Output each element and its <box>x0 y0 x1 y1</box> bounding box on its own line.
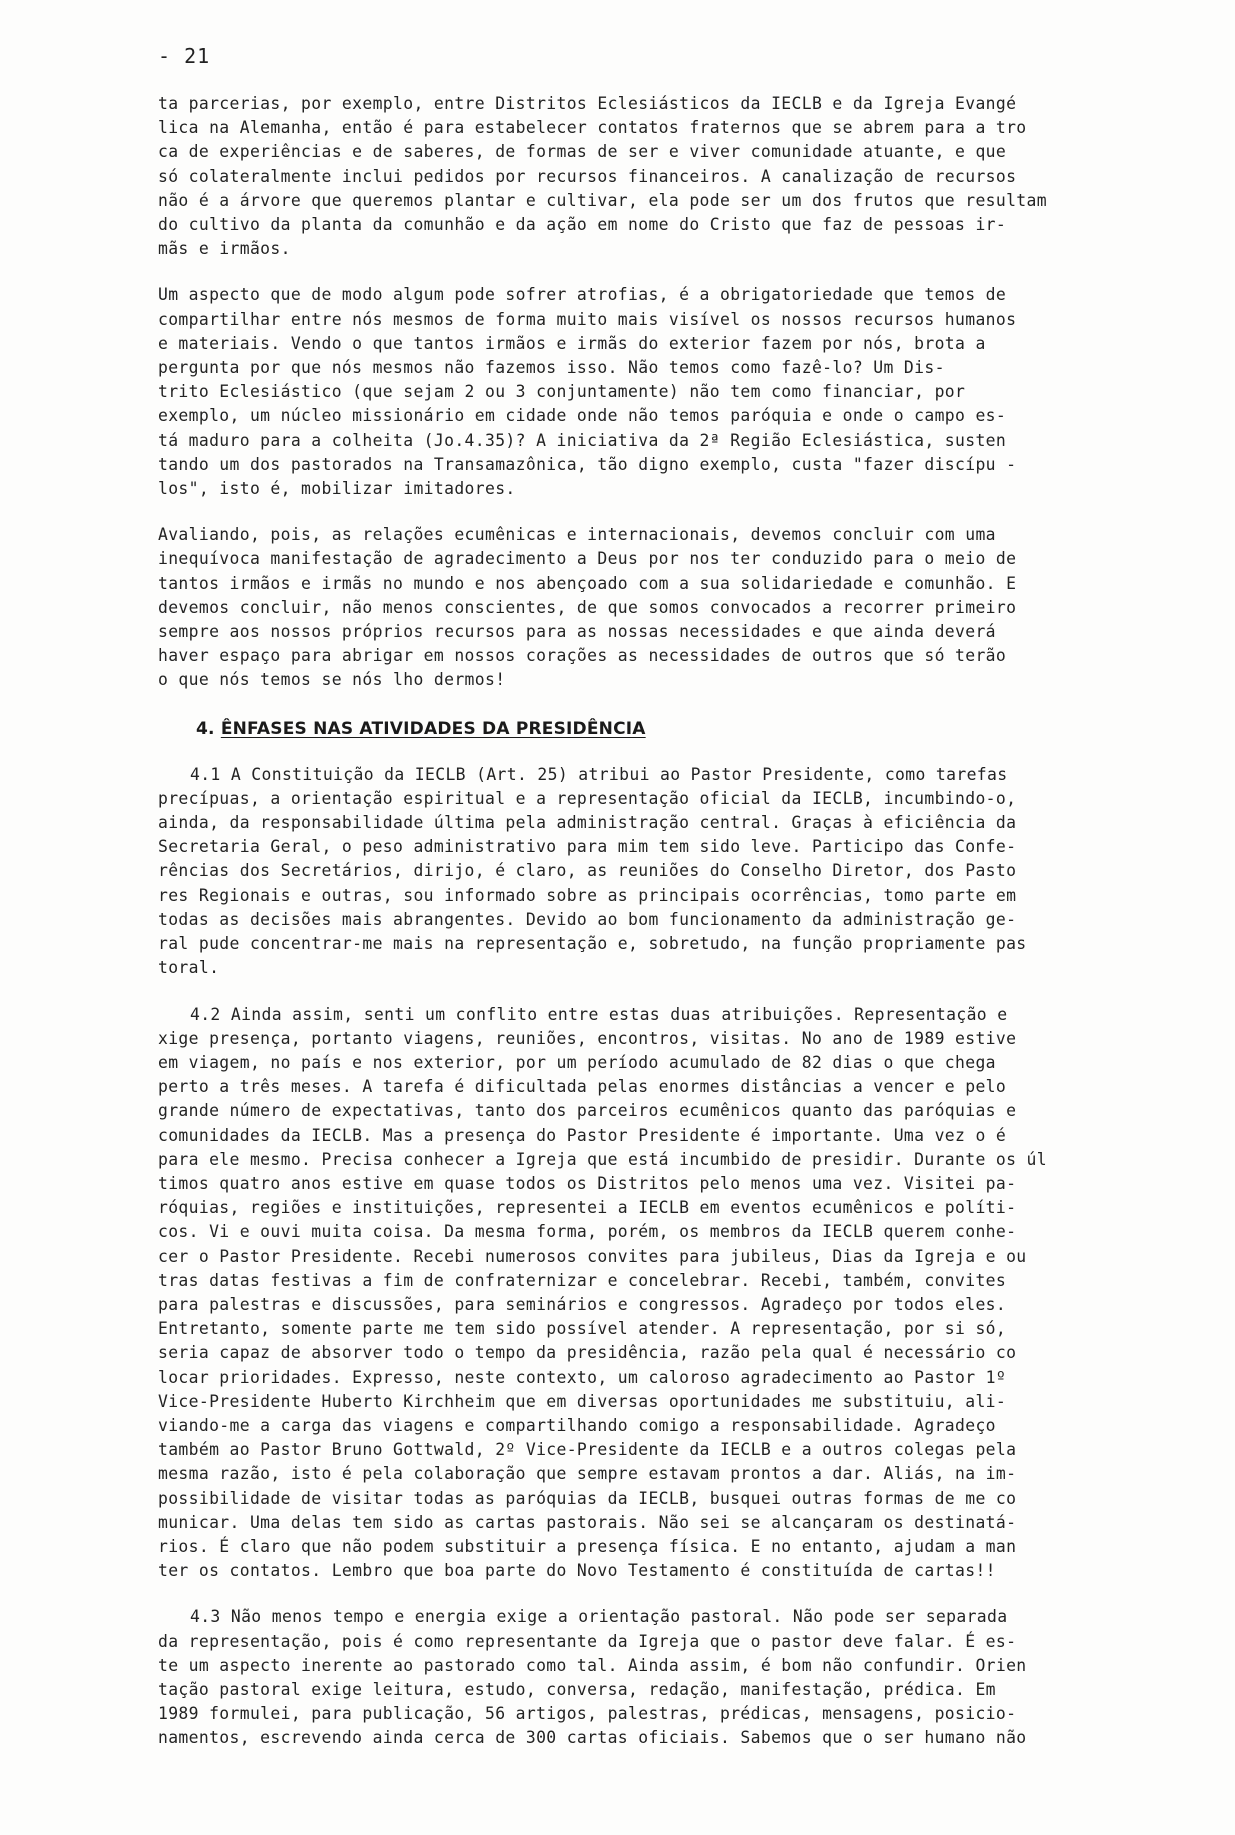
document-body <box>158 92 1176 1751</box>
section-title: ÊNFASES NAS ATIVIDADES DA PRESIDÊNCIA <box>220 718 646 739</box>
paragraph-shared-resources: Um aspecto que de modo algum pode sofrer atrofias, é a obrigatoriedade que temos de compartilhar entre nós mesmos de forma muito mais visível os nossos recursos humanos e materiais. Vendo o que tantos irmãos e irmãs do exterior fazem por nós, brota a pergunta por que nós mesmos não fazemos isso. Não temos como fazê-lo? Um Dis- trito Eclesiástico (que sejam 2 ou 3 conjuntamente) não tem como financiar, por exemplo, um núcleo missionário em cidade onde não temos paróquia e onde o campo es- tá maduro para a colheita (Jo.4.35)? A iniciativa da 2ª Região Eclesiástica, susten tando um dos pastorados na Transamazônica, tão digno exemplo, custa "fazer discípu - los", isto é, mobilizar imitadores. <box>158 285 1017 499</box>
section-number: 4. <box>196 718 215 739</box>
section-heading <box>196 717 1176 741</box>
paragraph-ecumenical-conclusion: Avaliando, pois, as relações ecumênicas e internacionais, devemos concluir com uma inequívoca manifestação de agradecimento a Deus por nos ter conduzido para o meio de tantos irmãos e irmãs no mundo e nos abençoado com a sua solidariedade e comunhão. E devemos concluir, não menos conscientes, de que somos convocados a recorrer primeiro sempre aos nossos próprios recursos para as nossas necessidades e que ainda deverá haver espaço para abrigar em nossos corações as necessidades de outros que só terão o que nós temos se nós lho dermos! <box>158 525 1017 690</box>
paragraph-partnerships: ta parcerias, por exemplo, entre Distritos Eclesiásticos da IECLB e da Igreja Evangé lica na Alemanha, então é para estabelecer contatos fraternos que se abrem para a tro ca de experiências e de saberes, de formas de ser e viver comunidade atuante, e que só colateralmente inclui pedidos por recursos financeiros. A canalização de recursos não é a árvore que queremos plantar e cultivar, ela pode ser um dos frutos que resultam do cultivo da planta da comunhão e da ação em nome do Cristo que faz de pessoas ir- mãs e irmãos. <box>158 94 1047 259</box>
paragraph-4-1: 4.1 A Constituição da IECLB (Art. 25) atribui ao Pastor Presidente, como tarefas precípuas, a orientação espiritual e a representação oficial da IECLB, incumbindo-o, ainda, da responsabilidade última pela administração central. Graças à eficiência da Secretaria Geral, o peso administrativo para mim tem sido leve. Participo das Confe- rências dos Secretários, dirijo, é claro, as reuniões do Conselho Diretor, dos Pasto res Regionais e outras, sou informado sobre as principais ocorrências, tomo parte em todas as decisões mais abrangentes. Devido ao bom funcionamento da administração ge- ral pude concentrar-me mais na representação e, sobretudo, na função propriamente pas toral. <box>158 764 1027 978</box>
paragraph-4-3: 4.3 Não menos tempo e energia exige a orientação pastoral. Não pode ser separada da representação, pois é como representante da Igreja que o pastor deve falar. É es- te um aspecto inerente ao pastorado como tal. Ainda assim, é bom não confundir. Orien tação pastoral exige leitura, estudo, conversa, redação, manifestação, prédica. Em 1989 formulei, para publicação, 56 artigos, palestras, prédicas, mensagens, posicio- namentos, escrevendo ainda cerca de 300 cartas oficiais. Sabemos que o ser humano não <box>158 1607 1027 1748</box>
page-number: - 21 <box>158 44 211 68</box>
paragraph-4-2: 4.2 Ainda assim, senti um conflito entre estas duas atribuições. Representação e xige presença, portanto viagens, reuniões, encontros, visitas. No ano de 1989 estive em viagem, no país e nos exterior, por um período acumulado de 82 dias o que chega perto a três meses. A tarefa é dificultada pelas enormes distâncias a vencer e pelo grande número de expectativas, tanto dos parceiros ecumênicos quanto das paróquias e comunidades da IECLB. Mas a presença do Pastor Presidente é importante. Uma vez o é para ele mesmo. Precisa conhecer a Igreja que está incumbido de presidir. Durante os úl timos quatro anos estive em quase todos os Distritos pelo menos uma vez. Visitei pa- róquias, regiões e instituições, representei a IECLB em eventos ecumênicos e políti- cos. Vi e ouvi muita coisa. Da mesma forma, porém, os membros da IECLB querem conhe- cer o Pastor Presidente. Recebi numerosos convites para jubileus, Dias da Igreja e ou tras datas festivas a fim de confraternizar e concelebrar. Recebi, também, convites para palestras e discussões, para seminários e congressos. Agradeço por todos eles. Entretanto, somente parte me tem sido possível atender. A representação, por si só, seria capaz de absorver todo o tempo da presidência, razão pela qual é necessário co locar prioridades. Expresso, neste contexto, um caloroso agradecimento ao Pastor 1º Vice-Presidente Huberto Kirchheim que em diversas oportunidades me substituiu, ali- viando-me a carga das viagens e compartilhando comigo a responsabilidade. Agradeço também ao Pastor Bruno Gottwald, 2º Vice-Presidente da IECLB e a outros colegas pela mesma razão, isto é pela colaboração que sempre estavam prontos a dar. Aliás, na im- possibilidade de visitar todas as paróquias da IECLB, busquei outras formas de me co municar. Uma delas tem sido as cartas pastorais. Não sei se alcançaram os destinatá- rios. É claro que não podem substituir a presença física. E no entanto, ajudam a man ter os contatos. Lembro que boa parte do Novo Testamento é constituída de cartas!! <box>158 1004 1047 1581</box>
